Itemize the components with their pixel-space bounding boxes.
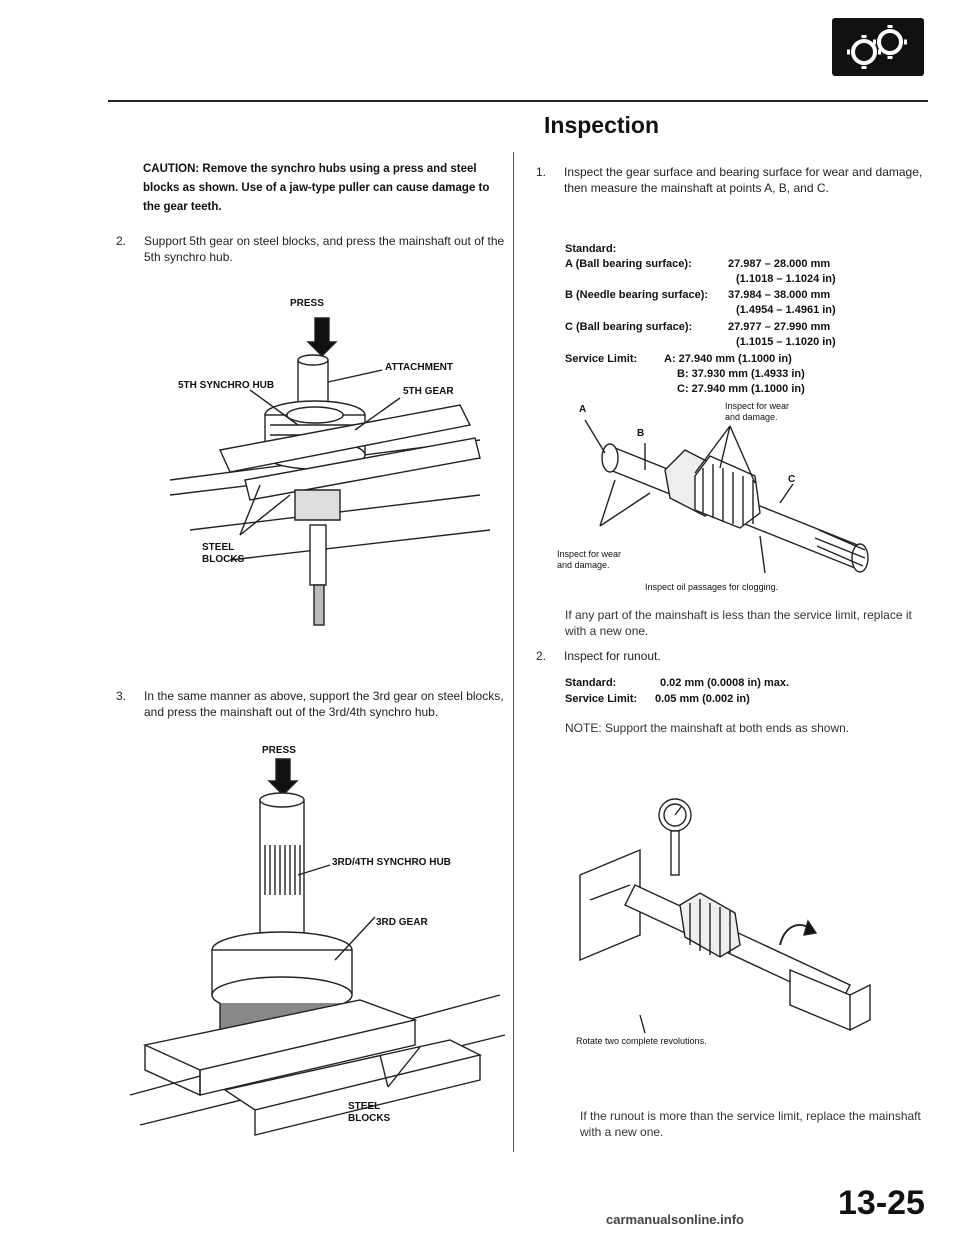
step-text: Support 5th gear on steel blocks, and press the mainshaft out of the 5th synchro hub. xyxy=(144,234,505,264)
runout-diagram xyxy=(560,785,900,1055)
spec-a-in: (1.1018 – 1.1024 in) xyxy=(736,273,836,285)
service-limit-c: C: 27.940 mm (1.1000 in) xyxy=(677,383,805,395)
label-inspect-top-2: and damage. xyxy=(725,412,778,422)
label-5th-synchro-hub: 5TH SYNCHRO HUB xyxy=(178,380,275,391)
header-rule xyxy=(108,100,928,102)
right-step-2 xyxy=(536,648,931,664)
runout-standard-label: Standard: xyxy=(565,677,617,689)
label-inspect-left-2: and damage. xyxy=(557,560,610,570)
standard-label: Standard: xyxy=(565,243,617,255)
figure-press-3rd-4th-hub xyxy=(120,745,510,1145)
spec-b-mm: 37.984 – 38.000 mm xyxy=(728,289,831,301)
column-divider xyxy=(513,152,514,1152)
spec-c-in: (1.1015 – 1.1020 in) xyxy=(736,336,836,348)
spec-c-mm: 27.977 – 27.990 mm xyxy=(728,321,831,333)
label-inspect-left-1: Inspect for wear xyxy=(557,549,622,559)
label-point-a: A xyxy=(579,404,587,415)
label-steel: STEEL xyxy=(202,542,235,553)
figure-press-5th-hub xyxy=(150,290,510,650)
figure-mainshaft-inspection xyxy=(555,398,895,598)
runout-replace-note: If the runout is more than the service limit, replace the mainshaft with a new one. xyxy=(580,1109,921,1139)
spec-c-label: C (Ball bearing surface): xyxy=(565,321,693,333)
step-number: 2. xyxy=(536,649,547,663)
service-limit-label: Service Limit: xyxy=(565,353,638,365)
page-title: Inspection xyxy=(544,112,660,138)
left-step-3 xyxy=(116,688,506,720)
figure-runout-check xyxy=(560,785,900,1055)
runout-standard-value: 0.02 mm (0.0008 in) max. xyxy=(660,677,790,689)
step-number: 3. xyxy=(116,689,127,703)
step-text: Inspect for runout. xyxy=(564,649,661,663)
label-3rd-gear: 3RD GEAR xyxy=(376,917,428,928)
right-step-1 xyxy=(536,164,931,196)
press-diagram-1 xyxy=(150,290,510,650)
label-point-c: C xyxy=(788,474,796,485)
step-text: Inspect the gear surface and bearing surface for wear and damage, then measure the mainshaft at points A, B, and C. xyxy=(564,165,923,195)
transmission-gears-icon xyxy=(832,18,924,76)
runout-limit-label: Service Limit: xyxy=(565,693,638,705)
label-5th-gear: 5TH GEAR xyxy=(403,386,454,397)
watermark-footer: carmanualsonline.info xyxy=(606,1212,744,1227)
label-press-2: PRESS xyxy=(262,745,296,756)
label-3rd-4th-synchro-hub: 3RD/4TH SYNCHRO HUB xyxy=(332,857,451,868)
label-blocks: BLOCKS xyxy=(202,554,245,565)
service-limit-b: B: 37.930 mm (1.4933 in) xyxy=(677,368,805,380)
label-oil-passages: Inspect oil passages for clogging. xyxy=(645,582,779,592)
step-number: 1. xyxy=(536,165,547,179)
caution-text: CAUTION: Remove the synchro hubs using a press and steel blocks as shown. Use of a jaw-type puller can cause damage to the gear teeth. xyxy=(143,163,490,213)
support-note: NOTE: Support the mainshaft at both ends as shown. xyxy=(565,721,850,735)
label-press: PRESS xyxy=(290,298,324,309)
label-attachment: ATTACHMENT xyxy=(385,362,453,373)
press-diagram-2 xyxy=(120,745,510,1145)
step-number: 2. xyxy=(116,234,127,248)
step-text: In the same manner as above, support the 3rd gear on steel blocks, and press the mainshaft out of the 3rd/4th synchro hub. xyxy=(144,689,504,719)
section-logo xyxy=(832,18,924,76)
runout-limit-value: 0.05 mm (0.002 in) xyxy=(655,693,750,705)
page-number: 13-25 xyxy=(838,1184,925,1222)
replace-note: If any part of the mainshaft is less than the service limit, replace it with a new one. xyxy=(565,608,912,638)
spec-b-label: B (Needle bearing surface): xyxy=(565,289,709,301)
spec-b-in: (1.4954 – 1.4961 in) xyxy=(736,304,836,316)
label-inspect-top-1: Inspect for wear xyxy=(725,401,790,411)
service-limit-a: A: 27.940 mm (1.1000 in) xyxy=(664,353,792,365)
label-blocks-2: BLOCKS xyxy=(348,1113,391,1124)
label-rotate: Rotate two complete revolutions. xyxy=(576,1036,707,1046)
spec-a-label: A (Ball bearing surface): xyxy=(565,258,692,270)
left-step-2 xyxy=(116,233,506,265)
label-point-b: B xyxy=(637,428,645,439)
label-steel-2: STEEL xyxy=(348,1101,381,1112)
spec-a-mm: 27.987 – 28.000 mm xyxy=(728,258,831,270)
